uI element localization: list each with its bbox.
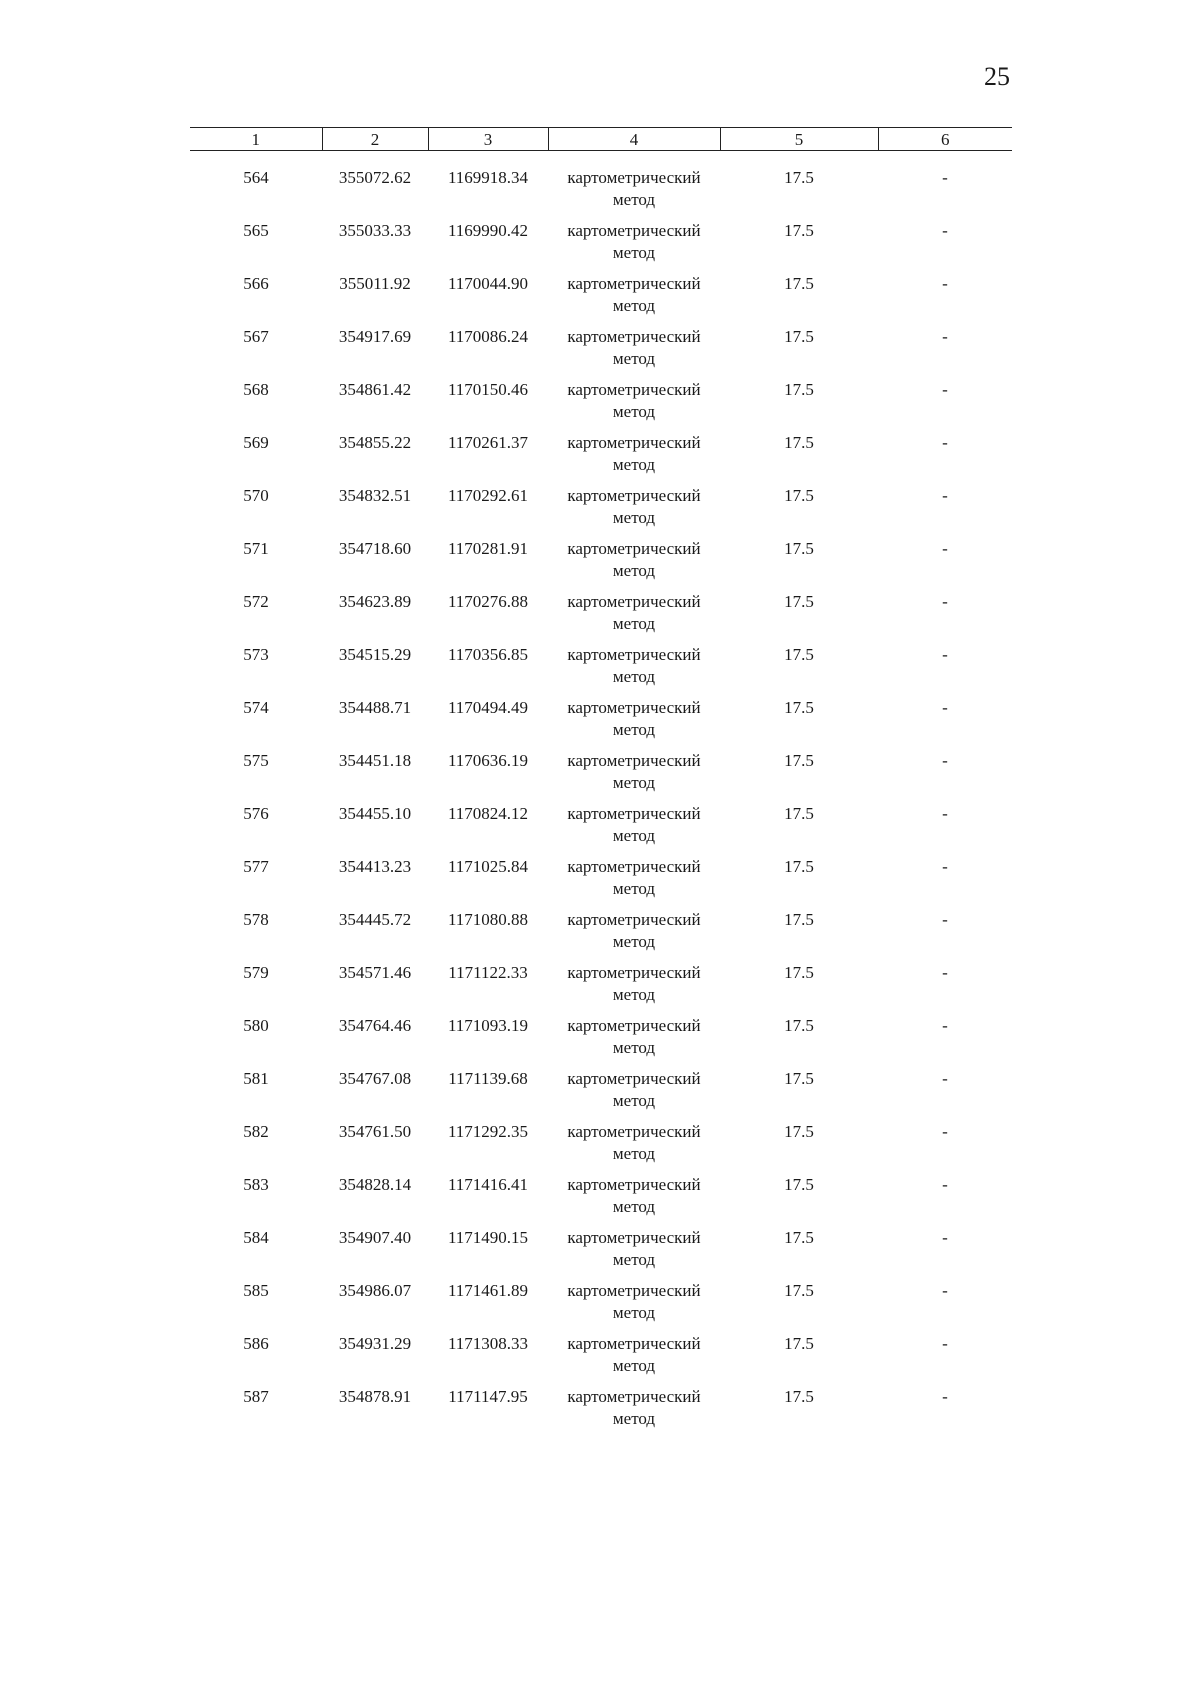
- cell-accuracy: 17.5: [784, 327, 814, 346]
- cell-note: -: [942, 486, 948, 505]
- cell-accuracy: 17.5: [784, 857, 814, 876]
- cell-method: картометрический метод: [567, 327, 701, 368]
- cell-coord-x: 354718.60: [338, 539, 412, 558]
- cell-coord-x: 354861.42: [338, 380, 412, 399]
- cell-note: -: [942, 645, 948, 664]
- cell-coord-y: 1169918.34: [447, 168, 529, 187]
- cell-accuracy: 17.5: [784, 1334, 814, 1353]
- cell-method: картометрический метод: [567, 1175, 701, 1216]
- cell-coord-x: 354931.29: [338, 1334, 412, 1353]
- cell-accuracy: 17.5: [784, 751, 814, 770]
- cell-point-number: 579: [243, 963, 269, 982]
- cell-point-number: 573: [243, 645, 269, 664]
- cell-point-number: 569: [243, 433, 269, 452]
- cell-method: картометрический метод: [567, 910, 701, 951]
- cell-coord-y: 1171308.33: [447, 1334, 529, 1353]
- cell-coord-x: 354445.72: [338, 910, 412, 929]
- cell-method: картометрический метод: [567, 804, 701, 845]
- cell-coord-x: 355011.92: [339, 274, 411, 293]
- cell-coord-x: 354451.18: [338, 751, 412, 770]
- cell-coord-x: 354623.89: [338, 592, 412, 611]
- cell-coord-y: 1171080.88: [447, 910, 529, 929]
- cell-coord-x: 354761.50: [338, 1122, 412, 1141]
- cell-method: картометрический метод: [567, 380, 701, 421]
- cell-accuracy: 17.5: [784, 645, 814, 664]
- cell-accuracy: 17.5: [784, 168, 814, 187]
- table-row: [190, 220, 1012, 273]
- cell-point-number: 580: [243, 1016, 269, 1035]
- cell-coord-y: 1169990.42: [447, 221, 529, 240]
- cell-note: -: [942, 221, 948, 240]
- cell-coord-x: 354488.71: [338, 698, 412, 717]
- cell-coord-y: 1170276.88: [447, 592, 529, 611]
- table-header-row: [190, 128, 1012, 151]
- cell-method: картометрический метод: [567, 1228, 701, 1269]
- cell-coord-y: 1171416.41: [447, 1175, 529, 1194]
- cell-note: -: [942, 1281, 948, 1300]
- cell-accuracy: 17.5: [784, 221, 814, 240]
- cell-method: картометрический метод: [567, 751, 701, 792]
- cell-note: -: [942, 539, 948, 558]
- cell-point-number: 570: [243, 486, 269, 505]
- table-row: [190, 151, 1012, 221]
- cell-method: картометрический метод: [567, 592, 701, 633]
- cell-accuracy: 17.5: [784, 698, 814, 717]
- table-row: [190, 644, 1012, 697]
- table-row: [190, 591, 1012, 644]
- cell-accuracy: 17.5: [784, 1175, 814, 1194]
- cell-note: -: [942, 327, 948, 346]
- cell-coord-y: 1170824.12: [447, 804, 529, 823]
- cell-coord-y: 1170356.85: [447, 645, 529, 664]
- cell-coord-x: 354767.08: [338, 1069, 412, 1088]
- cell-accuracy: 17.5: [784, 380, 814, 399]
- cell-coord-x: 355072.62: [338, 168, 412, 187]
- cell-point-number: 567: [243, 327, 269, 346]
- cell-coord-x: 354413.23: [338, 857, 412, 876]
- cell-point-number: 576: [243, 804, 269, 823]
- table-row: [190, 379, 1012, 432]
- table-row: [190, 803, 1012, 856]
- cell-accuracy: 17.5: [784, 1228, 814, 1247]
- cell-point-number: 586: [243, 1334, 269, 1353]
- header-col-5: 5: [720, 128, 878, 151]
- cell-coord-x: 354907.40: [338, 1228, 412, 1247]
- cell-coord-x: 354455.10: [338, 804, 412, 823]
- cell-accuracy: 17.5: [784, 539, 814, 558]
- cell-note: -: [942, 1175, 948, 1194]
- cell-coord-y: 1171147.95: [448, 1387, 528, 1406]
- cell-coord-x: 354828.14: [338, 1175, 412, 1194]
- table-row: [190, 856, 1012, 909]
- cell-method: картометрический метод: [567, 486, 701, 527]
- cell-coord-y: 1170150.46: [447, 380, 529, 399]
- cell-note: -: [942, 433, 948, 452]
- cell-method: картометрический метод: [567, 1334, 701, 1375]
- cell-method: картометрический метод: [567, 645, 701, 686]
- table-row: [190, 485, 1012, 538]
- header-col-4: 4: [548, 128, 720, 151]
- cell-accuracy: 17.5: [784, 433, 814, 452]
- cell-coord-y: 1171292.35: [447, 1122, 529, 1141]
- cell-note: -: [942, 592, 948, 611]
- cell-accuracy: 17.5: [784, 592, 814, 611]
- cell-coord-y: 1171025.84: [447, 857, 529, 876]
- cell-method: картометрический метод: [567, 1069, 701, 1110]
- cell-coord-x: 354515.29: [338, 645, 412, 664]
- cell-accuracy: 17.5: [784, 1069, 814, 1088]
- cell-note: -: [942, 380, 948, 399]
- cell-point-number: 587: [243, 1387, 269, 1406]
- cell-point-number: 574: [243, 698, 269, 717]
- table-row: [190, 1227, 1012, 1280]
- cell-point-number: 577: [243, 857, 269, 876]
- table-row: [190, 273, 1012, 326]
- table-row: [190, 1386, 1012, 1439]
- cell-method: картометрический метод: [567, 698, 701, 739]
- cell-method: картометрический метод: [567, 168, 701, 209]
- coordinates-table: [190, 127, 1012, 1439]
- header-col-6: 6: [878, 128, 1012, 151]
- table-row: [190, 962, 1012, 1015]
- table-row: [190, 1068, 1012, 1121]
- cell-note: -: [942, 698, 948, 717]
- cell-note: -: [942, 857, 948, 876]
- cell-coord-y: 1171139.68: [448, 1069, 528, 1088]
- cell-coord-x: 354855.22: [338, 433, 412, 452]
- cell-note: -: [942, 910, 948, 929]
- cell-point-number: 585: [243, 1281, 269, 1300]
- cell-method: картометрический метод: [567, 857, 701, 898]
- cell-method: картометрический метод: [567, 963, 701, 1004]
- table-row: [190, 1280, 1012, 1333]
- cell-coord-x: 354878.91: [338, 1387, 412, 1406]
- cell-coord-y: 1171461.89: [447, 1281, 529, 1300]
- table-row: [190, 697, 1012, 750]
- cell-method: картометрический метод: [567, 221, 701, 262]
- cell-note: -: [942, 804, 948, 823]
- table-row: [190, 909, 1012, 962]
- cell-note: -: [942, 1016, 948, 1035]
- cell-coord-y: 1171093.19: [447, 1016, 529, 1035]
- cell-point-number: 571: [243, 539, 269, 558]
- cell-note: -: [942, 751, 948, 770]
- table-row: [190, 1015, 1012, 1068]
- cell-point-number: 578: [243, 910, 269, 929]
- cell-coord-x: 354917.69: [338, 327, 412, 346]
- cell-accuracy: 17.5: [784, 1122, 814, 1141]
- cell-coord-x: 355033.33: [338, 221, 412, 240]
- table-row: [190, 326, 1012, 379]
- table-row: [190, 1174, 1012, 1227]
- cell-point-number: 564: [243, 168, 269, 187]
- cell-accuracy: 17.5: [784, 1016, 814, 1035]
- cell-coord-y: 1170494.49: [447, 698, 529, 717]
- cell-point-number: 572: [243, 592, 269, 611]
- table-row: [190, 432, 1012, 485]
- cell-method: картометрический метод: [567, 1387, 701, 1428]
- cell-note: -: [942, 274, 948, 293]
- table-row: [190, 538, 1012, 591]
- cell-point-number: 581: [243, 1069, 269, 1088]
- cell-method: картометрический метод: [567, 1281, 701, 1322]
- cell-note: -: [942, 1228, 948, 1247]
- table-body: [190, 151, 1012, 1440]
- header-col-2: 2: [322, 128, 428, 151]
- cell-method: картометрический метод: [567, 433, 701, 474]
- table-row: [190, 1333, 1012, 1386]
- cell-coord-y: 1170086.24: [447, 327, 529, 346]
- cell-method: картометрический метод: [567, 1016, 701, 1057]
- cell-point-number: 583: [243, 1175, 269, 1194]
- cell-note: -: [942, 963, 948, 982]
- cell-method: картометрический метод: [567, 274, 701, 315]
- cell-method: картометрический метод: [567, 539, 701, 580]
- page-number: 25: [984, 62, 1010, 91]
- cell-point-number: 568: [243, 380, 269, 399]
- cell-note: -: [942, 1387, 948, 1406]
- cell-coord-y: 1170292.61: [447, 486, 529, 505]
- coordinates-table-container: [190, 127, 1012, 1439]
- cell-accuracy: 17.5: [784, 486, 814, 505]
- cell-accuracy: 17.5: [784, 274, 814, 293]
- table-row: [190, 1121, 1012, 1174]
- cell-point-number: 584: [243, 1228, 269, 1247]
- cell-note: -: [942, 1069, 948, 1088]
- cell-method: картометрический метод: [567, 1122, 701, 1163]
- header-col-3: 3: [428, 128, 548, 151]
- table-row: [190, 750, 1012, 803]
- cell-note: -: [942, 168, 948, 187]
- header-col-1: 1: [190, 128, 322, 151]
- cell-note: -: [942, 1122, 948, 1141]
- cell-coord-y: 1171490.15: [447, 1228, 529, 1247]
- cell-note: -: [942, 1334, 948, 1353]
- cell-coord-y: 1170281.91: [447, 539, 529, 558]
- cell-coord-x: 354571.46: [338, 963, 412, 982]
- cell-point-number: 582: [243, 1122, 269, 1141]
- cell-point-number: 565: [243, 221, 269, 240]
- cell-point-number: 575: [243, 751, 269, 770]
- cell-accuracy: 17.5: [784, 804, 814, 823]
- cell-accuracy: 17.5: [784, 963, 814, 982]
- cell-accuracy: 17.5: [784, 910, 814, 929]
- cell-accuracy: 17.5: [784, 1387, 814, 1406]
- cell-accuracy: 17.5: [784, 1281, 814, 1300]
- cell-coord-y: 1170044.90: [447, 274, 529, 293]
- cell-coord-y: 1171122.33: [448, 963, 528, 982]
- cell-coord-x: 354832.51: [338, 486, 412, 505]
- cell-point-number: 566: [243, 274, 269, 293]
- cell-coord-x: 354764.46: [338, 1016, 412, 1035]
- cell-coord-y: 1170261.37: [447, 433, 529, 452]
- cell-coord-y: 1170636.19: [447, 751, 529, 770]
- cell-coord-x: 354986.07: [338, 1281, 412, 1300]
